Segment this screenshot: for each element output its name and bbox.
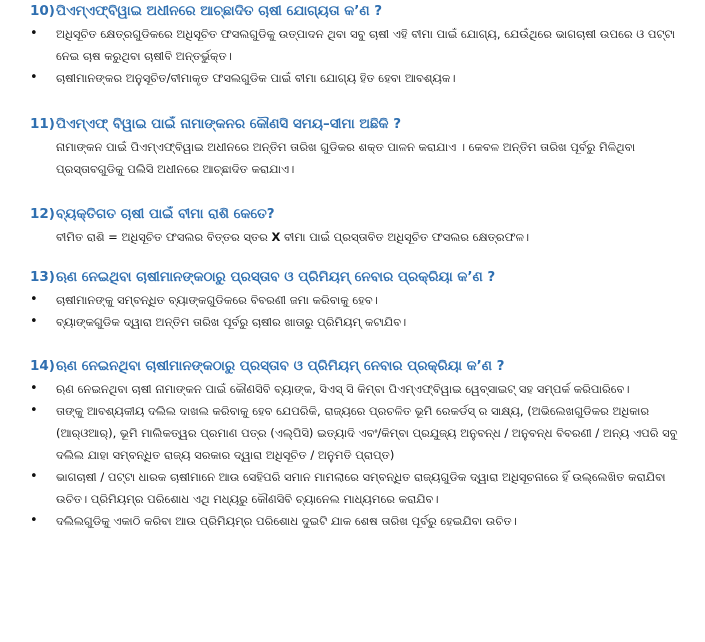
list-item	[20, 466, 695, 510]
question-text: ପିଏମ୍ଏଫ୍‌ବିୱାଇ ଅଧୀନରେ ଆଚ୍ଛାଦିତ ଚାଷୀ ଯୋଗ୍ୟତା କ’ଣ ?	[56, 3, 383, 19]
multiply-sign: X	[271, 230, 281, 244]
bullet-icon: •	[30, 70, 38, 85]
list-item	[20, 23, 695, 67]
faq-section-11	[20, 115, 695, 180]
formula-right: ବୀମା ପାଇଁ ପ୍ରସ୍ତାବିତ ଅଧିସୂଚିତ ଫସଲର କ୍ଷେତ୍ରଫଳ।	[280, 230, 530, 244]
question-number: 10)	[30, 3, 55, 19]
faq-question	[20, 268, 695, 286]
list-item-text: ଋଣ ନେଇନଥିବା ଚାଷୀ ନାମାଙ୍କନ ପାଇଁ କୌଣସିବି ବ୍ୟାଙ୍କ, ସିଏସ୍ ସି କିମ୍ବା ପିଏମ୍ଏଫ୍‌ବିୱାଇ ୱେବ୍‌ସାଇଟ୍ ସହ ସମ୍ପର୍କ କରିପାରିବେ।	[56, 382, 630, 396]
question-text: ଋଣ ନେଇନଥିବା ଚାଷୀମାନଙ୍କଠାରୁ ପ୍ରସ୍ତାବ ଓ ପ୍ରିମିୟମ୍ ନେବାର ପ୍ରକ୍ରିୟା କ’ଣ ?	[56, 358, 505, 374]
answer-list	[20, 23, 695, 89]
faq-question	[20, 2, 695, 20]
answer-list	[20, 378, 695, 532]
question-number: 13)	[30, 269, 55, 285]
list-item-text: ଚାଷୀମାନଙ୍କୁ ସମ୍ବନ୍ଧିତ ବ୍ୟାଙ୍କଗୁଡିକରେ ବିବରଣୀ ଜମା କରିବାକୁ ହେବ।	[56, 293, 378, 307]
question-number: 14)	[30, 358, 55, 374]
bullet-icon: •	[30, 469, 38, 484]
question-text: ବ୍ୟକ୍ତିଗତ ଚାଷୀ ପାଇଁ ବୀମା ରାଶି କେତେ?	[56, 206, 275, 222]
faq-section-10	[20, 2, 695, 89]
answer-formula	[20, 226, 695, 248]
question-number: 11)	[30, 116, 55, 132]
question-text: ଋଣ ନେଇଥିବା ଚାଷୀମାନଙ୍କଠାରୁ ପ୍ରସ୍ତାବ ଓ ପ୍ରିମିୟମ୍ ନେବାର ପ୍ରକ୍ରିୟା କ’ଣ ?	[56, 269, 496, 285]
list-item	[20, 378, 695, 400]
list-item-text: ଦଲିଲଗୁଡିକୁ ଏକାଠି କରିବା ଆଉ ପ୍ରିମିୟମ୍‌ର ପରିଶୋଧ ଦୁଇଟି ଯାକ ଶେଷ ତାରିଖ ପୂର୍ବରୁ ହେଇଯିବା ଉଚିତ।	[56, 514, 517, 528]
faq-section-14	[20, 357, 695, 532]
list-item-text: ବ୍ୟାଙ୍କଗୁଡିକ ଦ୍ୱାରା ଅନ୍ତିମ ତାରିଖ ପୂର୍ବରୁ ଚାଷୀର ଖାତାରୁ ପ୍ରିମିୟମ୍ କଟାଯିବ।	[56, 315, 407, 329]
bullet-icon: •	[30, 513, 38, 528]
faq-section-13	[20, 268, 695, 333]
list-item-text: ଅଧିସୂଚିତ କ୍ଷେତ୍ରଗୁଡିକରେ ଅଧିସୂଚିତ ଫସଲଗୁଡିକୁ ଉତ୍ପାଦନ ଥିବା ସବୁ ଚାଷୀ ଏହି ବୀମା ପାଇଁ ଯୋଗ୍ୟ, ଯେଉଁଥିରେ ଭାଗଚାଷୀ ଉପରେ ଓ ପଟ୍ଟା ନେଇ ଚାଷ କରୁଥିବା ଚାଷୀବି ଅନ୍ତର୍ଭୁକ୍ତ।	[56, 27, 675, 63]
faq-section-12	[20, 205, 695, 248]
question-number: 12)	[30, 206, 55, 222]
list-item	[20, 311, 695, 333]
formula-left: ବୀମିତ ରାଶି = ଅଧିସୂଚିତ ଫସଲର ବିତ୍ତର ସ୍ତର	[56, 230, 272, 244]
answer-paragraph: ନାମାଙ୍କନ ପାଇଁ ପିଏମ୍ଏଫ୍‌ବିୱାଇ ଅଧୀନରେ ଅନ୍ତିମ ତାରିଖ ଗୁଡିକର ଶକ୍ତ ପାଳନ କରାଯାଏ । କେବଳ ଅନ୍ତିମ ତାରିଖ ପୂର୍ବରୁ ମିଳିଥିବା ପ୍ରସ୍ତାବଗୁଡିକୁ ପଲିସି ଅଧୀନରେ ଆଚ୍ଛାଦିତ କରାଯାଏ।	[56, 140, 636, 176]
faq-question	[20, 357, 695, 375]
faq-question	[20, 115, 695, 133]
list-item	[20, 400, 695, 466]
list-item	[20, 289, 695, 311]
list-item	[20, 67, 695, 89]
question-text: ପିଏମ୍ଏଫ୍ ବିୱାଇ ପାଇଁ ନାମାଙ୍କନର କୌଣସି ସମୟ–ସୀମା ଅଛିକି ?	[56, 116, 402, 132]
answer-list	[20, 289, 695, 333]
list-item-text: ଚାଷୀମାନଙ୍କର ଅନୁସୂଚିତ/ବୀମାକୃତ ଫସଲଗୁଡିକ ପାଇଁ ବୀମା ଯୋଗ୍ୟ ହିତ ହେବା ଆବଶ୍ୟକ।	[56, 71, 456, 85]
bullet-icon: •	[30, 381, 38, 396]
bullet-icon: •	[30, 314, 38, 329]
bullet-icon: •	[30, 26, 38, 41]
faq-question	[20, 205, 695, 223]
list-item-text: ଭାଗଚାଷୀ / ପଟ୍ଟା ଧାରକ ଚାଷୀମାନେ ଆଉ ସେହିପରି ସମାନ ମାମଲାରେ ସମ୍ବନ୍ଧିତ ରାଜ୍ୟଗୁଡିକ ଦ୍ୱାରା ଅଧିସୂଚନାରେ ହିଁ ଉଲ୍ଲେଖିତ କରାଯିବା ଉଚିତ। ପ୍ରିମିୟମ୍‌ର ପରିଶୋଧ ଏଥି ମଧ୍ୟରୁ କୌଣସିବି ଚ୍ୟାନେଲ ମାଧ୍ୟମରେ କରାଯିବ।	[56, 470, 666, 506]
list-item-text: ତାଙ୍କୁ ଆବଶ୍ୟକୀୟ ଦଲିଲ ଦାଖଲ କରିବାକୁ ହେବ ଯେପରିକି, ରାଜ୍ୟରେ ପ୍ରଚଳିତ ଭୂମି ରେକର୍ଡସ୍ ର ସାକ୍ଷ୍ୟ, (ଅଭିଲେଖଗୁଡିକର ଅଧିକାର (ଆର୍‌ଓଆର୍), ଭୂମି ମାଲିକତ୍ୱର ପ୍ରମାଣ ପତ୍ର (ଏଲ୍‌ପିସି) ଇତ୍ୟାଦି ଏବଂ/କିମ୍ବା ପ୍ରଯୁଜ୍ୟ ଅନୁବନ୍ଧ / ଅନୁବନ୍ଧ ବିବରଣୀ / ଅନ୍ୟ ଏପରି ସବୁ ଦଲିଲ ଯାହା ସମ୍ବନ୍ଧିତ ରାଜ୍ୟ ସରକାର ଦ୍ୱାରା ଅଧିସୂଚିତ / ଅନୁମତି ପ୍ରାପ୍ତ)	[56, 404, 678, 462]
bullet-icon: •	[30, 403, 38, 418]
list-item	[20, 510, 695, 532]
bullet-icon: •	[30, 292, 38, 307]
